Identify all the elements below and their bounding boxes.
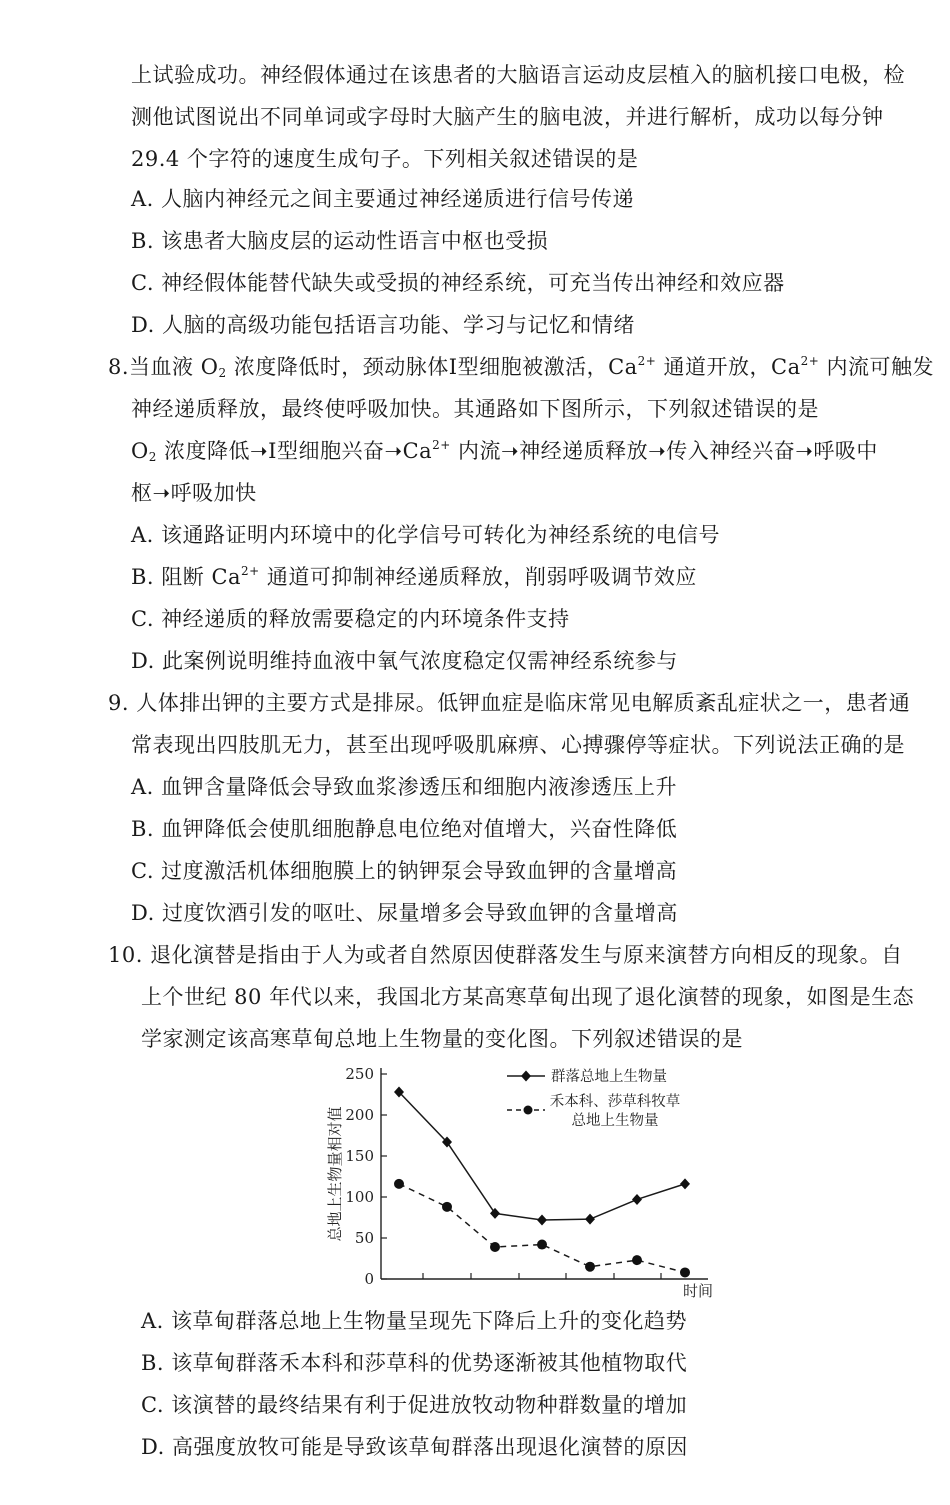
q9-option-a: A. 血钾含量降低会导致血浆渗透压和细胞内液渗透压上升	[131, 775, 678, 799]
arrow-right-icon: ➝	[648, 439, 667, 463]
q8-option-b: B. 阻断 $Ca^{2+}$ 通道可抑制神经递质释放，削弱呼吸调节效应	[131, 564, 697, 589]
arrow-right-icon: ➝	[384, 439, 403, 463]
y-tick-label: 50	[354, 1229, 374, 1247]
data-point-circle	[537, 1240, 547, 1250]
q8-number: 8.	[108, 355, 130, 379]
q7-stem-line1: 上试验成功。神经假体通过在该患者的大脑语言运动皮层植入的脑机接口电极，检	[131, 63, 905, 87]
data-point-diamond	[537, 1214, 547, 1225]
arrow-right-icon: ➝	[795, 439, 814, 463]
data-point-circle	[585, 1262, 595, 1272]
chart-legend	[507, 1067, 680, 1129]
y-tick-label: 200	[345, 1106, 374, 1124]
q9-option-b: B. 血钾降低会使肌细胞静息电位绝对值增大，兴奋性降低	[131, 817, 678, 841]
q8-stem-line1: 8.当血液 $O_2$ 浓度降低时，颈动脉体Ⅰ型细胞被激活，$Ca^{2+}$ 通道开放，$Ca^{2+}$ 内流可触发	[108, 354, 935, 380]
biomass-line-chart	[315, 1062, 735, 1302]
legend-label-grass-line2: 总地上生物量	[571, 1113, 659, 1129]
x-axis-label: 时间	[682, 1282, 714, 1300]
q8-pathway-line1: $O_2$ 浓度降低➝Ⅰ型细胞兴奋$➝Ca^{2+}$ 内流➝神经递质释放➝传入神经兴奋➝呼吸中	[131, 438, 878, 464]
q7-option-c: C. 神经假体能替代缺失或受损的神经系统，可充当传出神经和效应器	[131, 271, 785, 295]
q7-option-a: A. 人脑内神经元之间主要通过神经递质进行信号传递	[131, 187, 635, 211]
arrow-right-icon: ➝	[152, 481, 171, 505]
y-axis-label: 总地上生物量相对值	[326, 1106, 344, 1242]
q8-option-c: C. 神经递质的释放需要稳定的内环境条件支持	[131, 607, 570, 631]
data-point-circle	[490, 1242, 500, 1252]
q8-stem-line2: 神经递质释放，最终使呼吸加快。其通路如下图所示，下列叙述错误的是	[131, 397, 819, 421]
data-point-circle	[394, 1179, 404, 1189]
legend-label-community: 群落总地上生物量	[551, 1069, 667, 1085]
q8-option-a: A. 该通路证明内环境中的化学信号可转化为神经系统的电信号	[131, 523, 721, 547]
q10-option-d: D. 高强度放牧可能是导致该草甸群落出现退化演替的原因	[141, 1435, 688, 1459]
q10-stem-line1: 10. 退化演替是指由于人为或者自然原因使群落发生与原来演替方向相反的现象。自	[108, 943, 903, 967]
legend-marker-diamond	[521, 1071, 531, 1082]
q10-option-b: B. 该草甸群落禾本科和莎草科的优势逐渐被其他植物取代	[141, 1351, 688, 1375]
q10-option-a: A. 该草甸群落总地上生物量呈现先下降后上升的变化趋势	[141, 1309, 688, 1333]
q10-stem-line3: 学家测定该高寒草甸总地上生物量的变化图。下列叙述错误的是	[141, 1027, 743, 1051]
data-point-circle	[442, 1202, 452, 1212]
legend-marker-circle	[524, 1106, 533, 1115]
q7-stem-line3: 29.4 个字符的速度生成句子。下列相关叙述错误的是	[131, 147, 639, 171]
q9-option-c: C. 过度激活机体细胞膜上的钠钾泵会导致血钾的含量增高	[131, 859, 678, 883]
arrow-right-icon: ➝	[501, 439, 520, 463]
y-tick-label: 0	[364, 1270, 374, 1288]
data-point-diamond	[585, 1214, 595, 1225]
q9-option-d: D. 过度饮酒引发的呕吐、尿量增多会导致血钾的含量增高	[131, 901, 678, 925]
q7-stem-line2: 测他试图说出不同单词或字母时大脑产生的脑电波，并进行解析，成功以每分钟	[131, 105, 884, 129]
legend-label-grass-line1: 禾本科、莎草科牧草	[549, 1094, 681, 1110]
series-community-line	[399, 1092, 685, 1220]
q9-stem-line1: 9. 人体排出钾的主要方式是排尿。低钾血症是临床常见电解质紊乱症状之一，患者通	[108, 691, 911, 715]
y-tick-label: 250	[345, 1065, 374, 1083]
q9-stem-line2: 常表现出四肢肌无力，甚至出现呼吸肌麻痹、心搏骤停等症状。下列说法正确的是	[131, 733, 905, 757]
arrow-right-icon: ➝	[250, 439, 269, 463]
q7-option-d: D. 人脑的高级功能包括语言功能、学习与记忆和情绪	[131, 313, 635, 337]
data-point-diamond	[632, 1194, 642, 1205]
q8-option-d: D. 此案例说明维持血液中氧气浓度稳定仅需神经系统参与	[131, 649, 678, 673]
q10-stem-line2: 上个世纪 80 年代以来，我国北方某高寒草甸出现了退化演替的现象，如图是生态	[141, 985, 915, 1009]
q7-option-b: B. 该患者大脑皮层的运动性语言中枢也受损	[131, 229, 549, 253]
data-point-circle	[632, 1255, 642, 1265]
data-point-diamond	[490, 1208, 500, 1219]
y-tick-label: 150	[345, 1147, 374, 1165]
y-tick-label: 100	[345, 1188, 374, 1206]
data-point-diamond	[680, 1178, 690, 1189]
q10-option-c: C. 该演替的最终结果有利于促进放牧动物种群数量的增加	[141, 1393, 688, 1417]
data-point-circle	[680, 1267, 690, 1277]
q8-pathway-line2: 枢➝呼吸加快	[131, 481, 257, 505]
